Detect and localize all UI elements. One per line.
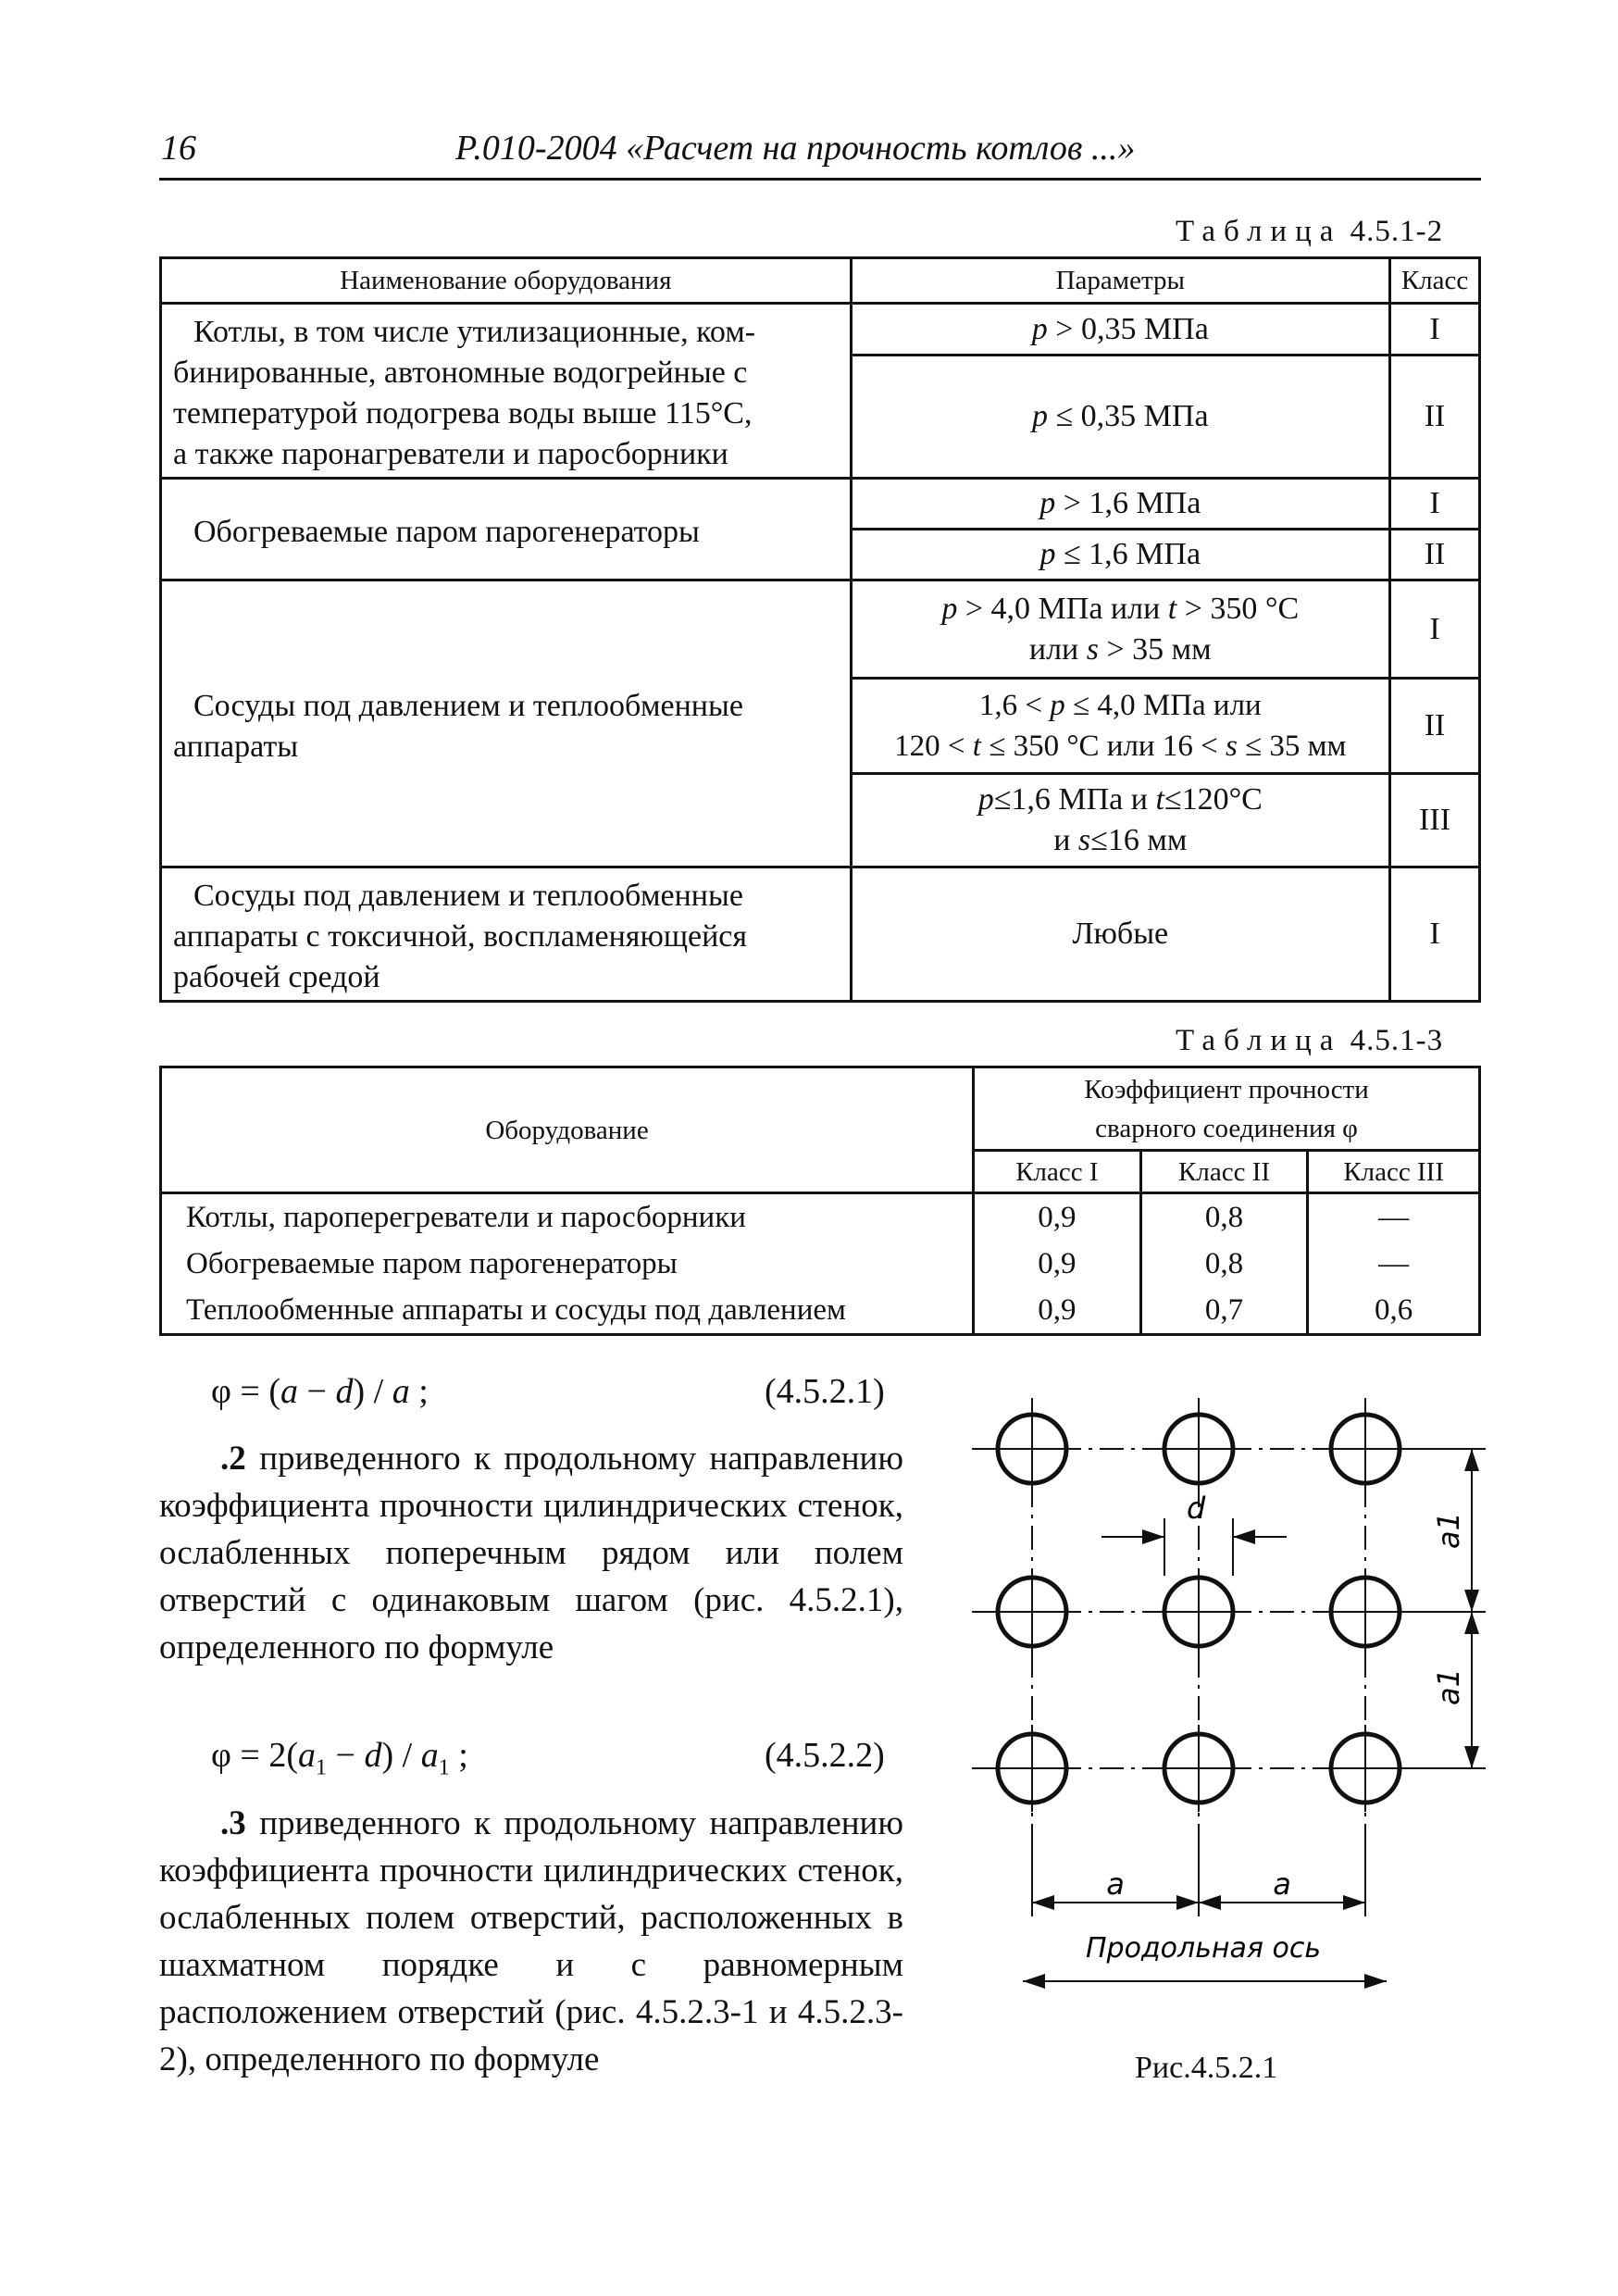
table1-equipment-name: Котлы, в том числе утилизационные, ком- бинированные, автономные водогрейные с температурой подогрева воды выше 115°С, а также паронагреватели и паросборники — [161, 304, 852, 479]
table-row — [161, 1287, 1480, 1335]
table1-class: I — [1390, 580, 1480, 679]
paragraph-3-number: .3 — [220, 1804, 246, 1842]
table1-caption-word: Таблица — [1176, 215, 1342, 248]
table-row — [161, 1241, 1480, 1287]
table-row — [161, 304, 1480, 356]
formula-4-5-2-1: φ = (a − d) / a ; — [211, 1372, 429, 1411]
table2-equipment: Котлы, пароперегреватели и паросборники — [161, 1193, 974, 1242]
table2-header-row — [161, 1067, 1480, 1151]
header-rule — [159, 178, 1481, 181]
axis-label: Продольная ось — [1085, 1932, 1322, 1965]
table1-class: II — [1390, 530, 1480, 580]
table-row — [161, 867, 1480, 1002]
paragraph-2 — [159, 1435, 903, 1671]
table2-value: 0,9 — [974, 1287, 1141, 1335]
table1-param: p ≤ 1,6 МПа — [851, 530, 1390, 580]
table-weld-coefficients — [159, 1066, 1481, 1336]
dimension-d — [1101, 1518, 1287, 1576]
table1-class: I — [1390, 479, 1480, 530]
table1-header-class: Класс — [1390, 258, 1480, 304]
table-row — [161, 479, 1480, 530]
table1-header-name: Наименование оборудования — [161, 258, 852, 304]
table2-header-equipment: Оборудование — [161, 1067, 974, 1193]
table1-equipment-name: Сосуды под давлением и теплообменные аппараты с токсичной, воспламеняющейся рабочей средой — [161, 867, 852, 1002]
table2-value: 0,8 — [1140, 1241, 1308, 1287]
page-number: 16 — [161, 129, 196, 168]
formula-number: (4.5.2.1) — [765, 1372, 885, 1411]
table1-class: I — [1390, 304, 1480, 356]
table2-value: 0,8 — [1140, 1193, 1308, 1242]
label-a1: a1 — [1431, 1668, 1466, 1705]
table2-equipment: Обогреваемые паром парогенераторы — [161, 1241, 974, 1287]
table1-param: 1,6 < p ≤ 4,0 МПа или 120 < t ≤ 350 °С или 16 < s ≤ 35 мм — [851, 679, 1390, 774]
table1-equipment-name: Обогреваемые паром парогенераторы — [161, 479, 852, 580]
table1-param: p > 0,35 МПа — [851, 304, 1390, 356]
table1-param: p ≤ 0,35 МПа — [851, 356, 1390, 479]
formula-number: (4.5.2.2) — [765, 1736, 885, 1775]
table1-param: p > 4,0 МПа или t > 350 °С или s > 35 мм — [851, 580, 1390, 679]
label-a: a — [1106, 1866, 1125, 1902]
label-a: a — [1273, 1866, 1291, 1902]
table1-class: II — [1390, 679, 1480, 774]
table-row — [161, 1193, 1480, 1242]
label-d: d — [1187, 1491, 1206, 1526]
table2-value: 0,9 — [974, 1241, 1141, 1287]
dimension-a1 — [1409, 1449, 1486, 1768]
paragraph-2-text: приведенного к продольному направлению коэффициента прочности цилиндрических стенок, ослабленных поперечным рядом или полем отверстий с одинаковым шагом (рис. 4.5.2.1), определенного по формуле — [159, 1440, 903, 1666]
paragraph-3-text: приведенного к продольному направлению коэффициента прочности цилиндрических стенок, ослабленных полем отверстий, расположенных в шахматном порядке и с равномерным расположением отверстий (рис. 4.5.2.3-1 и 4.5.2.3-2), определенного по формуле — [159, 1804, 903, 2078]
paragraph-2-number: .2 — [220, 1440, 246, 1478]
table1-header-params: Параметры — [851, 258, 1390, 304]
hole-pattern-figure — [944, 1379, 1500, 2083]
formula-4-5-2-2: $\varphi = 2(a_1 - d) / a_1$ ; — [211, 1736, 468, 1780]
table2-value: 0,9 — [974, 1193, 1141, 1242]
table2-class-header: Класс II — [1140, 1151, 1308, 1193]
table2-class-header: Класс III — [1308, 1151, 1480, 1193]
figure-caption: Рис.4.5.2.1 — [1135, 2051, 1278, 2085]
table2-caption-number: 4.5.1-3 — [1350, 1024, 1444, 1057]
table1-param: Любые — [851, 867, 1390, 1002]
table2-value: 0,6 — [1308, 1287, 1480, 1335]
table2-caption — [1176, 1024, 1443, 1058]
table1-class: II — [1390, 356, 1480, 479]
table1-caption — [1176, 215, 1443, 249]
table2-class-header: Класс I — [974, 1151, 1141, 1193]
table-equipment-classes — [159, 256, 1481, 1003]
table1-caption-number: 4.5.1-2 — [1350, 215, 1444, 248]
table2-value: 0,7 — [1140, 1287, 1308, 1335]
table1-class: I — [1390, 867, 1480, 1002]
table2-equipment: Теплообменные аппараты и сосуды под давлением — [161, 1287, 974, 1335]
table2-header-coefficient: Коэффициент прочности сварного соединения φ — [974, 1067, 1480, 1151]
table2-caption-word: Таблица — [1176, 1024, 1342, 1057]
dimension-a — [1032, 1824, 1365, 1916]
table-row — [161, 580, 1480, 679]
table1-header-row — [161, 258, 1480, 304]
table1-equipment-name: Сосуды под давлением и теплообменные аппараты — [161, 580, 852, 867]
table2-value: — — [1308, 1193, 1480, 1242]
label-a1: a1 — [1431, 1512, 1466, 1549]
table1-param: p≤1,6 МПа и t≤120°С и s≤16 мм — [851, 774, 1390, 867]
table1-param: p > 1,6 МПа — [851, 479, 1390, 530]
table1-class: III — [1390, 774, 1480, 867]
paragraph-3 — [159, 1800, 903, 2083]
table2-value: — — [1308, 1241, 1480, 1287]
running-title: Р.010-2004 «Расчет на прочность котлов ...» — [455, 129, 1136, 168]
